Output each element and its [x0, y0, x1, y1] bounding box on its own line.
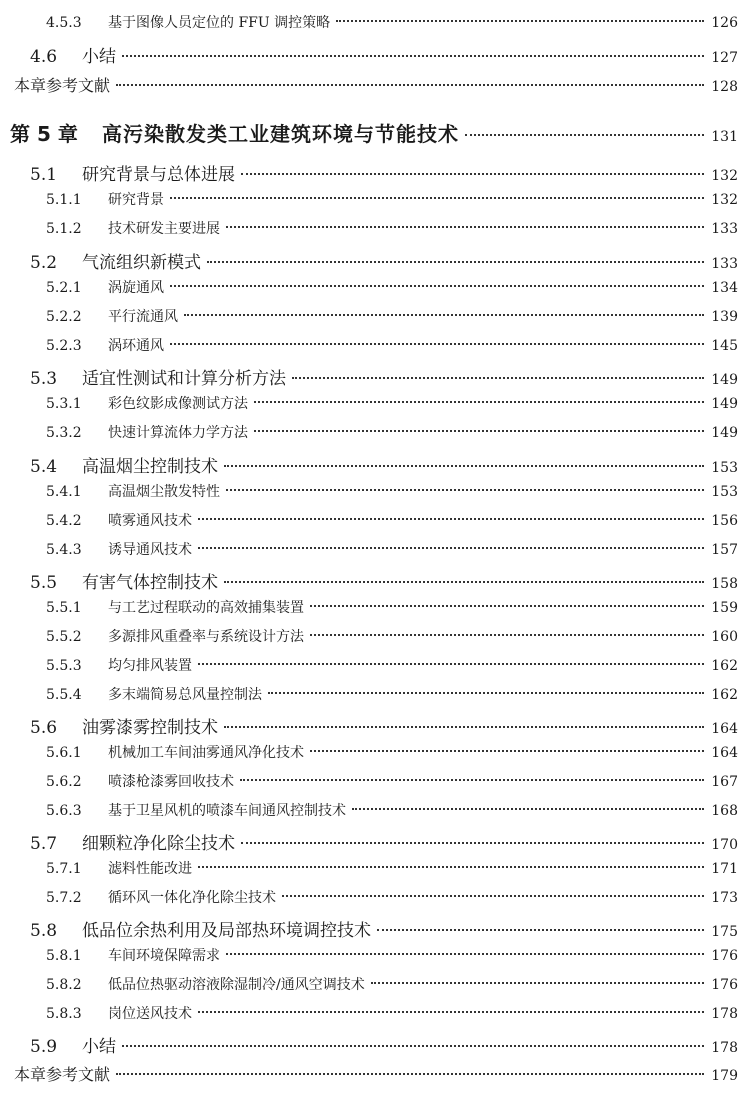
toc-entry-page: 149	[711, 425, 738, 441]
toc-entry[interactable]	[0, 481, 750, 501]
toc-entry[interactable]	[0, 277, 750, 297]
toc-entry-title: 小结	[82, 47, 116, 67]
toc-entry-number: 5.7.1	[46, 861, 82, 877]
toc-entry-page: 164	[711, 721, 738, 737]
toc-entry-page: 133	[711, 256, 738, 272]
toc-entry[interactable]	[0, 393, 750, 413]
toc-entry[interactable]	[0, 42, 750, 67]
toc-entry-number: 5.3.2	[46, 425, 82, 441]
toc-entry-page: 158	[711, 576, 738, 592]
toc-entry-number: 5.9	[30, 1037, 58, 1057]
toc-entry-number: 第 5 章	[10, 122, 78, 146]
dot-leader	[198, 663, 704, 665]
toc-entry[interactable]	[0, 510, 750, 530]
dot-leader	[310, 750, 704, 752]
toc-entry-number: 4.5.3	[46, 15, 82, 31]
toc-entry-page: 173	[711, 890, 738, 906]
toc-entry-page: 149	[711, 396, 738, 412]
toc-entry-number: 5.4.2	[46, 513, 82, 529]
toc-entry[interactable]	[0, 12, 750, 32]
dot-leader	[184, 314, 704, 316]
dot-leader	[336, 20, 704, 22]
toc-entry-page: 164	[711, 745, 738, 761]
dot-leader	[254, 430, 704, 432]
toc-entry[interactable]	[0, 248, 750, 273]
toc-entry-page: 133	[711, 221, 738, 237]
toc-entry[interactable]	[0, 73, 750, 96]
dot-leader	[198, 866, 704, 868]
toc-entry-page: 128	[711, 79, 738, 95]
toc-entry-title: 油雾漆雾控制技术	[82, 718, 218, 738]
toc-entry[interactable]	[0, 1003, 750, 1023]
dot-leader	[198, 547, 704, 549]
toc-entry[interactable]	[0, 887, 750, 907]
toc-entry-title: 研究背景与总体进展	[82, 165, 235, 185]
toc-entry-number: 5.6.1	[46, 745, 82, 761]
dot-leader	[268, 692, 704, 694]
toc-entry-title: 平行流通风	[108, 309, 178, 325]
toc-entry-number: 5.1	[30, 165, 58, 185]
toc-entry-number: 5.6.2	[46, 774, 82, 790]
toc-entry-number: 5.3.1	[46, 396, 82, 412]
toc-entry-page: 178	[711, 1040, 738, 1056]
toc-entry-page: 149	[711, 372, 738, 388]
toc-entry-page: 156	[711, 513, 738, 529]
toc-entry-title: 岗位送风技术	[108, 1006, 192, 1022]
dot-leader	[377, 929, 704, 931]
toc-entry-title: 诱导通风技术	[108, 542, 192, 558]
toc-entry-number: 5.2.3	[46, 338, 82, 354]
toc-entry-title: 适宜性测试和计算分析方法	[82, 369, 286, 389]
dot-leader	[241, 173, 704, 175]
dot-leader	[122, 55, 704, 57]
dot-leader	[116, 1073, 704, 1075]
toc-entry-title: 与工艺过程联动的高效捕集装置	[108, 600, 304, 616]
dot-leader	[170, 343, 704, 345]
dot-leader	[465, 134, 704, 136]
toc-entry-title: 本章参考文献	[14, 76, 111, 95]
dot-leader	[224, 726, 704, 728]
toc-entry-number: 5.3	[30, 369, 58, 389]
toc-entry[interactable]	[0, 858, 750, 878]
toc-entry-page: 160	[711, 629, 738, 645]
toc-entry-page: 134	[711, 280, 738, 296]
toc-entry-title: 滤料性能改进	[108, 861, 192, 877]
toc-entry-number: 5.4	[30, 457, 58, 477]
toc-entry-number: 5.4.3	[46, 542, 82, 558]
dot-leader	[371, 982, 704, 984]
toc-entry-title: 细颗粒净化除尘技术	[82, 834, 235, 854]
toc-entry-page: 159	[711, 600, 738, 616]
dot-leader	[122, 1045, 704, 1047]
toc-entry-number: 5.7.2	[46, 890, 82, 906]
toc-entry[interactable]	[0, 189, 750, 209]
toc-entry-number: 5.1.2	[46, 221, 82, 237]
toc-entry[interactable]	[0, 945, 750, 965]
dot-leader	[282, 895, 704, 897]
toc-entry[interactable]	[0, 800, 750, 820]
dot-leader	[226, 489, 704, 491]
toc-entry-page: 162	[711, 658, 738, 674]
toc-entry[interactable]	[0, 771, 750, 791]
toc-entry-page: 178	[711, 1006, 738, 1022]
toc-entry-page: 127	[711, 50, 738, 66]
toc-entry-title: 循环风一体化净化除尘技术	[108, 890, 276, 906]
toc-entry-page: 170	[711, 837, 738, 853]
toc-entry[interactable]	[0, 306, 750, 326]
toc-entry[interactable]	[0, 742, 750, 762]
toc-entry-number: 5.5.4	[46, 687, 82, 703]
toc-entry-page: 176	[711, 977, 738, 993]
toc-entry-title: 技术研发主要进展	[108, 221, 220, 237]
toc-entry-title: 均匀排风装置	[108, 658, 192, 674]
toc-entry-title: 低品位热驱动溶液除湿制冷/通风空调技术	[108, 977, 365, 993]
dot-leader	[310, 634, 704, 636]
dot-leader	[226, 226, 704, 228]
toc-entry-number: 5.5	[30, 573, 58, 593]
toc-entry-title: 喷雾通风技术	[108, 513, 192, 529]
toc-entry-page: 157	[711, 542, 738, 558]
dot-leader	[241, 842, 704, 844]
toc-entry-page: 153	[711, 484, 738, 500]
toc-entry-page: 145	[711, 338, 738, 354]
toc-entry-title: 基于图像人员定位的 FFU 调控策略	[108, 15, 331, 31]
dot-leader	[116, 84, 704, 86]
toc-entry-number: 5.8.1	[46, 948, 82, 964]
toc-entry-number: 5.5.2	[46, 629, 82, 645]
toc-entry-title: 车间环境保障需求	[108, 948, 220, 964]
toc-entry-page: 168	[711, 803, 738, 819]
toc-entry-title: 机械加工车间油雾通风净化技术	[108, 745, 304, 761]
toc-entry[interactable]	[0, 916, 750, 941]
toc-entry[interactable]	[0, 1062, 750, 1085]
toc-entry[interactable]	[0, 160, 750, 185]
toc-entry[interactable]	[0, 422, 750, 442]
dot-leader	[310, 605, 704, 607]
toc-entry[interactable]	[0, 568, 750, 593]
toc-entry-title: 多源排风重叠率与系统设计方法	[108, 629, 304, 645]
dot-leader	[198, 518, 704, 520]
dot-leader	[170, 197, 704, 199]
toc-entry-title: 喷漆枪漆雾回收技术	[108, 774, 234, 790]
toc-entry[interactable]	[0, 218, 750, 238]
toc-entry-number: 5.5.3	[46, 658, 82, 674]
toc-entry-title: 快速计算流体力学方法	[108, 425, 248, 441]
dot-leader	[352, 808, 704, 810]
toc-entry-page: 171	[711, 861, 738, 877]
toc-chapter-entry[interactable]	[0, 118, 750, 147]
toc-entry-title: 本章参考文献	[14, 1065, 111, 1084]
toc-entry-page: 126	[711, 15, 738, 31]
toc-entry-title: 涡旋通风	[108, 280, 164, 296]
toc-entry-number: 5.7	[30, 834, 58, 854]
toc-entry-page: 175	[711, 924, 738, 940]
toc-entry-page: 179	[711, 1068, 738, 1084]
toc-entry-title: 有害气体控制技术	[82, 573, 218, 593]
dot-leader	[170, 285, 704, 287]
toc-entry-page: 153	[711, 460, 738, 476]
toc-entry[interactable]	[0, 1032, 750, 1057]
toc-entry-number: 5.8.2	[46, 977, 82, 993]
toc-entry-number: 5.2.2	[46, 309, 82, 325]
toc-entry-title: 气流组织新模式	[82, 253, 201, 273]
toc-entry[interactable]	[0, 713, 750, 738]
toc-entry-page: 139	[711, 309, 738, 325]
toc-entry[interactable]	[0, 829, 750, 854]
toc-entry-number: 5.1.1	[46, 192, 82, 208]
toc-entry-number: 5.8.3	[46, 1006, 82, 1022]
toc-entry[interactable]	[0, 364, 750, 389]
dot-leader	[207, 261, 704, 263]
toc-entry-number: 5.4.1	[46, 484, 82, 500]
dot-leader	[292, 377, 704, 379]
toc-entry-title: 涡环通风	[108, 338, 164, 354]
dot-leader	[224, 465, 704, 467]
toc-entry-title: 高污染散发类工业建筑环境与节能技术	[102, 122, 459, 146]
toc-entry-number: 5.2.1	[46, 280, 82, 296]
toc-entry-title: 研究背景	[108, 192, 164, 208]
toc-entry[interactable]	[0, 597, 750, 617]
dot-leader	[198, 1011, 704, 1013]
toc-entry-title: 高温烟尘散发特性	[108, 484, 220, 500]
toc-entry-page: 167	[711, 774, 738, 790]
toc-entry-number: 5.6	[30, 718, 58, 738]
toc-entry-page: 131	[711, 129, 738, 145]
dot-leader	[224, 581, 704, 583]
toc-entry-page: 176	[711, 948, 738, 964]
toc-entry-number: 5.2	[30, 253, 58, 273]
dot-leader	[254, 401, 704, 403]
toc-entry-page: 132	[711, 192, 738, 208]
toc-entry[interactable]	[0, 626, 750, 646]
toc-entry-title: 彩色纹影成像测试方法	[108, 396, 248, 412]
toc-entry[interactable]	[0, 452, 750, 477]
toc-entry-number: 5.8	[30, 921, 58, 941]
toc-entry[interactable]	[0, 974, 750, 994]
toc-entry-number: 5.5.1	[46, 600, 82, 616]
toc-entry[interactable]	[0, 539, 750, 559]
toc-entry-title: 低品位余热利用及局部热环境调控技术	[82, 921, 371, 941]
toc-entry-title: 小结	[82, 1037, 116, 1057]
toc-entry-title: 高温烟尘控制技术	[82, 457, 218, 477]
toc-entry-title: 基于卫星风机的喷漆车间通风控制技术	[108, 803, 346, 819]
toc-entry[interactable]	[0, 655, 750, 675]
toc-entry-number: 5.6.3	[46, 803, 82, 819]
toc-entry[interactable]	[0, 335, 750, 355]
toc-entry-number: 4.6	[30, 47, 58, 67]
toc-entry-page: 132	[711, 168, 738, 184]
dot-leader	[226, 953, 704, 955]
toc-entry-page: 162	[711, 687, 738, 703]
dot-leader	[240, 779, 704, 781]
toc-entry[interactable]	[0, 684, 750, 704]
toc-entry-title: 多末端简易总风量控制法	[108, 687, 262, 703]
